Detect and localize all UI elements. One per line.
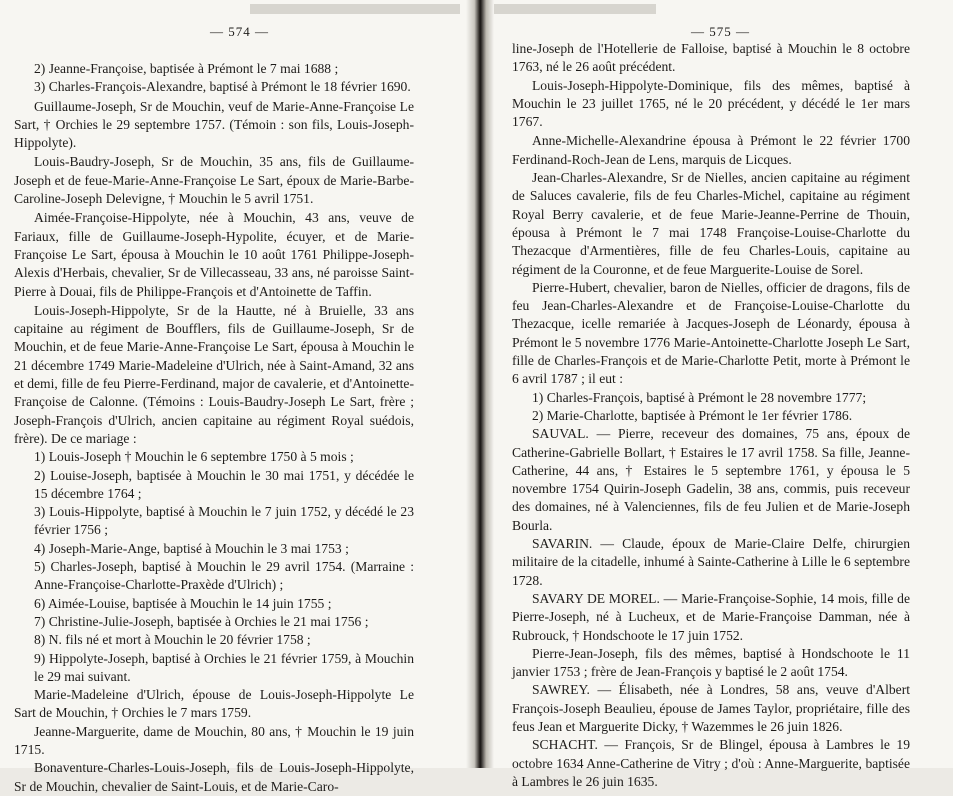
list-item: 9) Hippolyte-Joseph, baptisé à Orchies le 21 février 1759, à Mouchin le 29 mai suivant. [34, 650, 414, 684]
page-number-575: — 575 — [691, 24, 750, 39]
header-smudge [486, 4, 656, 14]
paragraph: Guillaume-Joseph, Sr de Mouchin, veuf de Marie-Anne-Françoise Le Sart, † Orchies le 29 septembre 1757. (Témoin : son fils, Louis-Joseph-Hippolyte). [14, 98, 414, 151]
paragraph: Jeanne-Marguerite, dame de Mouchin, 80 ans, † Mouchin le 19 juin 1715. [14, 723, 414, 757]
list-item: 2) Louise-Joseph, baptisée à Mouchin le 30 mai 1751, y décédée le 15 décembre 1764 ; [34, 467, 414, 501]
paragraph: SCHACHT. — François, Sr de Blingel, épousa à Lambres le 19 octobre 1634 Anne-Catherine de Vitry ; d'où : Anne-Marguerite, baptisée à Lambres le 26 juin 1635. [512, 737, 910, 789]
list-item: 6) Aimée-Louise, baptisée à Mouchin le 14 juin 1755 ; [34, 595, 332, 611]
paragraph: Bonaventure-Charles-Louis-Joseph, fils de Louis-Joseph-Hippolyte, Sr de Mouchin, chevalier de Saint-Louis, et de Marie-Caro- [14, 760, 414, 794]
paragraph: line-Joseph de l'Hotellerie de Falloise, baptisé à Mouchin le 8 octobre 1763, né le 26 août précédent. [512, 41, 910, 75]
list-item: 2) Marie-Charlotte, baptisée à Prémont le 1er février 1786. [532, 407, 853, 423]
paragraph: SAUVAL. — Pierre, receveur des domaines, 75 ans, époux de Catherine-Gabrielle Bollart, † Estaires le 17 avril 1758. Sa fille, Jeanne-Catherine, 44 ans, † Estaires le 5 septembre 1761, y épousa le 5 novembre 1754 Quirin-Joseph Gadelin, 38 ans, commis, puis receveur des domaines, né à Valenciennes, fils de feu Julien et de Marie-Joseph Bourla. [512, 426, 910, 533]
right-page [486, 0, 953, 789]
header-smudge [250, 4, 460, 14]
paragraph: Louis-Joseph-Hippolyte-Dominique, fils des mêmes, baptisé à Mouchin le 23 juillet 1765, né le 20 précédent, y décédé le 1er mars 1767. [512, 77, 910, 130]
right-page-text [512, 40, 910, 791]
list-item: 5) Charles-Joseph, baptisé à Mouchin le 29 avril 1754. (Marraine : Anne-Françoise-Charlotte-Praxède d'Ulrich) ; [34, 559, 414, 593]
list-item: 1) Charles-François, baptisé à Prémont le 28 novembre 1777; [532, 389, 867, 405]
paragraph: Pierre-Jean-Joseph, fils des mêmes, baptisé à Hondschoote le 11 janvier 1753 ; frère de Jean-François y baptisé le 2 août 1754. [512, 645, 910, 680]
paragraph: Anne-Michelle-Alexandrine épousa à Prémont le 22 février 1700 Ferdinand-Roch-Jean de Lens, marquis de Licques. [512, 133, 910, 167]
left-page [0, 0, 474, 794]
paragraph: 2) Jeanne-Françoise, baptisée à Prémont le 7 mai 1688 ; [34, 61, 339, 76]
paragraph: Pierre-Hubert, chevalier, baron de Nielles, officier de dragons, fils de feu Jean-Charles-Alexandre et de Françoise-Louise-Charlotte du Thezacque, icelle remariée à Jacques-Joseph de Léonardy, épousa à Prémont le 5 novembre 1776 Marie-Antoinette-Charlotte Joseph Le Sart, fille de Charles-François et de Marie-Charlotte Petit, morte à Prémont le 6 avril 1787 ; il eut : [512, 279, 910, 387]
book-gutter [466, 0, 494, 768]
list-item: 8) N. fils né et mort à Mouchin le 20 février 1758 ; [34, 632, 311, 648]
paragraph: Louis-Baudry-Joseph, Sr de Mouchin, 35 ans, fils de Guillaume-Joseph et de feue-Marie-Anne-Françoise Le Sart, époux de Marie-Barbe-Caroline-Joseph Delevigne, † Mouchin le 5 avril 1751. [14, 154, 414, 207]
paragraph: Aimée-Françoise-Hippolyte, née à Mouchin, 43 ans, veuve de Fariaux, fille de Guillaume-Joseph-Hypolite, écuyer, et de Marie-Françoise Le Sart, épousa à Mouchin le 10 août 1761 Philippe-Joseph-Alexis d'Herbais, chevalier, Sr de Villecasseau, 33 ans, né paroisse Saint-Pierre à Douai, fils de Philippe-François et d'Antoinette de Taffin. [14, 210, 414, 299]
page-number-574: — 574 — [210, 24, 269, 39]
paragraph: 3) Charles-François-Alexandre, baptisé à Prémont le 18 février 1690. [34, 79, 411, 95]
list-item: 4) Joseph-Marie-Ange, baptisé à Mouchin le 3 mai 1753 ; [34, 540, 349, 556]
left-page-text [14, 60, 414, 796]
paragraph: SAWREY. — Élisabeth, née à Londres, 58 ans, veuve d'Albert François-Joseph Beaulieu, épouse de James Taylor, propriétaire, fille des feus Jean et Marguerite Dicky, † Wazemmes le 26 juin 1826. [512, 682, 910, 734]
paragraph: SAVARY DE MOREL. — Marie-Françoise-Sophie, 14 mois, fille de Pierre-Joseph, né à Lucheux, et de Marie-Françoise Damman, née à Rubrouck, † Hondschoote le 17 juin 1752. [512, 590, 910, 643]
list-item: 1) Louis-Joseph † Mouchin le 6 septembre 1750 à 5 mois ; [34, 449, 354, 465]
paragraph: Marie-Madeleine d'Ulrich, épouse de Louis-Joseph-Hippolyte Le Sart de Mouchin, † Orchies le 7 mars 1759. [14, 687, 414, 721]
paragraph: SAVARIN. — Claude, époux de Marie-Claire Delfe, chirurgien militaire de la citadelle, inhumé à Sainte-Catherine à Lille le 6 septembre 1728. [512, 536, 910, 588]
list-item: 7) Christine-Julie-Joseph, baptisée à Orchies le 21 mai 1756 ; [34, 613, 369, 629]
paragraph: Louis-Joseph-Hippolyte, Sr de la Hautte, né à Bruielle, 33 ans capitaine au régiment de Boufflers, fils de Guillaume-Joseph, Sr de Mouchin, et de feue Marie-Anne-Françoise Le Sart, épousa à Mouchin le 21 décembre 1749 Marie-Madeleine d'Ulrich, née à Saint-Amand, 32 ans et demi, fille de feu Pierre-Ferdinand, major de cavalerie, et d'Antoinette-Françoise de Calonne. (Témoins : Louis-Baudry-Joseph Le Sart, frère ; Joseph-François d'Ulrich, ancien capitaine au régiment Royal suédois, frère). De ce mariage : [14, 302, 414, 446]
paragraph: Jean-Charles-Alexandre, Sr de Nielles, ancien capitaine au régiment de Saluces cavalerie, fils de feu Charles-Michel, capitaine au régiment Royal Berry cavalerie, et de feue Marie-Jeanne-Perrine de Thouin, épousa à Prémont le 7 mai 1748 Françoise-Louise-Charlotte du Thezacque d'Armentières, fille de feu Charles-Louis, capitaine au régiment de la Couronne, et de feue Marguerite-Louise de Sorel. [512, 170, 910, 277]
list-item: 3) Louis-Hippolyte, baptisé à Mouchin le 7 juin 1752, y décédé le 23 février 1756 ; [34, 504, 414, 538]
